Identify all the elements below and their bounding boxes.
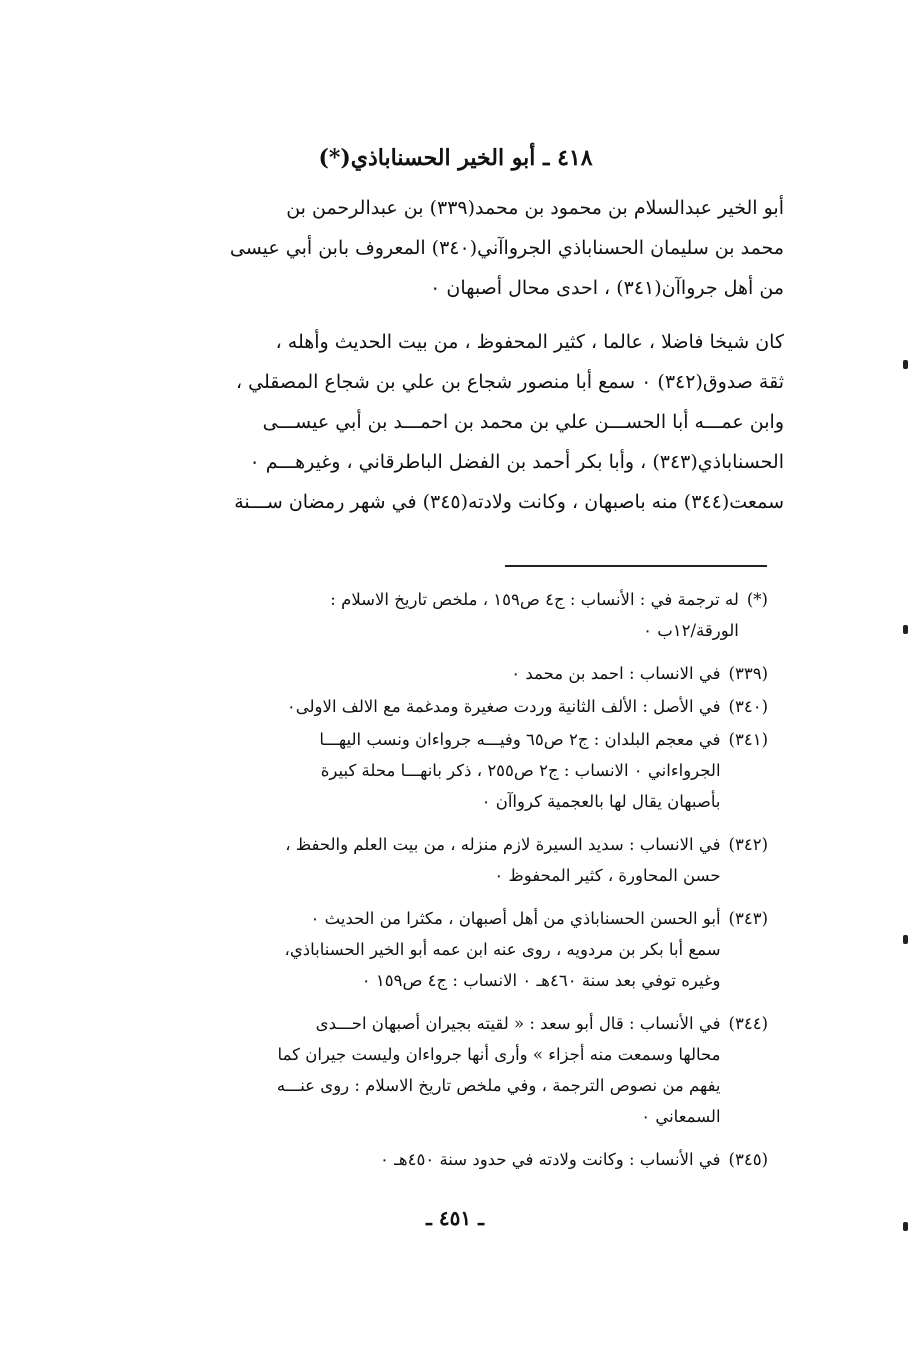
body-line: ثقة صدوق(٣٤٢) ٠ سمع أبا منصور شجاع بن علي بن شجاع المصقلي ، bbox=[236, 371, 784, 393]
footnote-342 bbox=[128, 829, 768, 891]
footnote-341 bbox=[128, 724, 768, 817]
footnote-line: سمع أبا بكر بن مردويه ، روى عنه ابن عمه أبو الخير الحسناباذي، bbox=[284, 940, 721, 959]
body-line: من أهل جرواآن(٣٤١) ، احدى محال أصبهان ٠ bbox=[430, 277, 784, 299]
footnote-line: حسن المحاورة ، كثير المحفوظ ٠ bbox=[494, 866, 721, 885]
body-line: محمد بن سليمان الحسناباذي الجرواآني(٣٤٠) المعروف بابن أبي عيسى bbox=[229, 237, 784, 259]
footnote-340 bbox=[128, 691, 768, 722]
footnote-text bbox=[128, 1144, 721, 1175]
footnote-line: بأصبهان يقال لها بالعجمية كرواآن ٠ bbox=[481, 792, 721, 811]
footnote-star bbox=[128, 584, 768, 646]
footnote-number: (٣٤٥) bbox=[728, 1150, 768, 1169]
footnote-345 bbox=[128, 1144, 768, 1175]
footnote-line: في الأصل : الألف الثانية وردت صغيرة ومدغمة مع الالف الاولى٠ bbox=[286, 697, 721, 716]
margin-speck bbox=[903, 625, 908, 634]
body-line: كان شيخا فاضلا ، عالما ، كثير المحفوظ ، من بيت الحديث وأهله ، bbox=[275, 331, 784, 353]
footnote-line: في الأنساب : وكانت ولادته في حدود سنة ٤٥٠هـ ٠ bbox=[379, 1150, 721, 1169]
footnote-text bbox=[128, 1008, 721, 1132]
footnote-number: (٣٣٩) bbox=[728, 664, 768, 683]
footnote-line: في الانساب : سديد السيرة لازم منزله ، من بيت العلم والحفظ ، bbox=[285, 835, 721, 854]
body-line: الحسناباذي(٣٤٣) ، وأبا بكر أحمد بن الفضل الباطرقاني ، وغيرهـــم ٠ bbox=[249, 451, 784, 473]
footnote-line: الورقة/١٢ب ٠ bbox=[643, 621, 739, 640]
footnote-line: أبو الحسن الحسناباذي من أهل أصبهان ، مكثرا من الحديث ٠ bbox=[310, 909, 721, 928]
body-paragraph-2 bbox=[128, 322, 784, 522]
footnote-text bbox=[128, 691, 721, 722]
body-line: وابن عمـــه أبا الحســـن علي بن محمد بن احمـــد بن أبي عيســـى bbox=[262, 411, 784, 433]
page-number: ـ ٤٥١ ـ bbox=[426, 1206, 484, 1230]
footnote-line: وغيره توفي بعد سنة ٤٦٠هـ ٠ الانساب : ج٤ ص١٥٩ ٠ bbox=[361, 971, 721, 990]
footnote-number: (٣٤٤) bbox=[728, 1014, 768, 1033]
footnote-343 bbox=[128, 903, 768, 996]
footnote-divider bbox=[505, 565, 767, 567]
margin-speck bbox=[903, 360, 908, 369]
footnote-line: السمعاني ٠ bbox=[641, 1107, 721, 1126]
margin-speck bbox=[903, 935, 908, 944]
footnote-text bbox=[128, 903, 721, 996]
entry-heading: ٤١٨ ـ أبو الخير الحسناباذي(*) bbox=[318, 145, 593, 171]
footnote-text bbox=[128, 584, 739, 646]
footnote-line: في الانساب : احمد بن محمد ٠ bbox=[511, 664, 721, 683]
footnote-number: (٣٤٢) bbox=[728, 835, 768, 854]
footnote-line: له ترجمة في : الأنساب : ج٤ ص١٥٩ ، ملخص تاريخ الاسلام : bbox=[330, 590, 739, 609]
footnote-text bbox=[128, 658, 721, 689]
footnote-text bbox=[128, 829, 721, 891]
footnote-number: (*) bbox=[746, 590, 768, 609]
body-paragraph-1 bbox=[128, 188, 784, 308]
body-line: سمعت(٣٤٤) منه باصبهان ، وكانت ولادته(٣٤٥) في شهر رمضان ســـنة bbox=[234, 491, 784, 513]
entry-body bbox=[128, 188, 784, 536]
footnote-line: في معجم البلدان : ج٢ ص٦٥ وفيـــه جرواءان ونسب اليهـــا bbox=[319, 730, 721, 749]
body-line: أبو الخير عبدالسلام بن محمود بن محمد(٣٣٩) بن عبدالرحمن بن bbox=[286, 197, 784, 219]
footnote-line: الجرواءاني ٠ الانساب : ج٢ ص٢٥٥ ، ذكر بانهـــا محلة كبيرة bbox=[320, 761, 721, 780]
footnotes bbox=[128, 584, 768, 1187]
margin-speck bbox=[903, 1222, 908, 1231]
footnote-344 bbox=[128, 1008, 768, 1132]
footnote-line: يفهم من نصوص الترجمة ، وفي ملخص تاريخ الاسلام : روى عنـــه bbox=[276, 1076, 721, 1095]
footnote-number: (٣٤٣) bbox=[728, 909, 768, 928]
footnote-number: (٣٤١) bbox=[728, 730, 768, 749]
footnote-number: (٣٤٠) bbox=[728, 697, 768, 716]
footnote-line: محالها وسمعت منه أجزاء » وأرى أنها جرواءان وليست جيران كما bbox=[277, 1045, 721, 1064]
footnote-339 bbox=[128, 658, 768, 689]
footnote-line: في الأنساب : قال أبو سعد : « لقيته بجيران أصبهان احـــدى bbox=[315, 1014, 721, 1033]
footnote-text bbox=[128, 724, 721, 817]
